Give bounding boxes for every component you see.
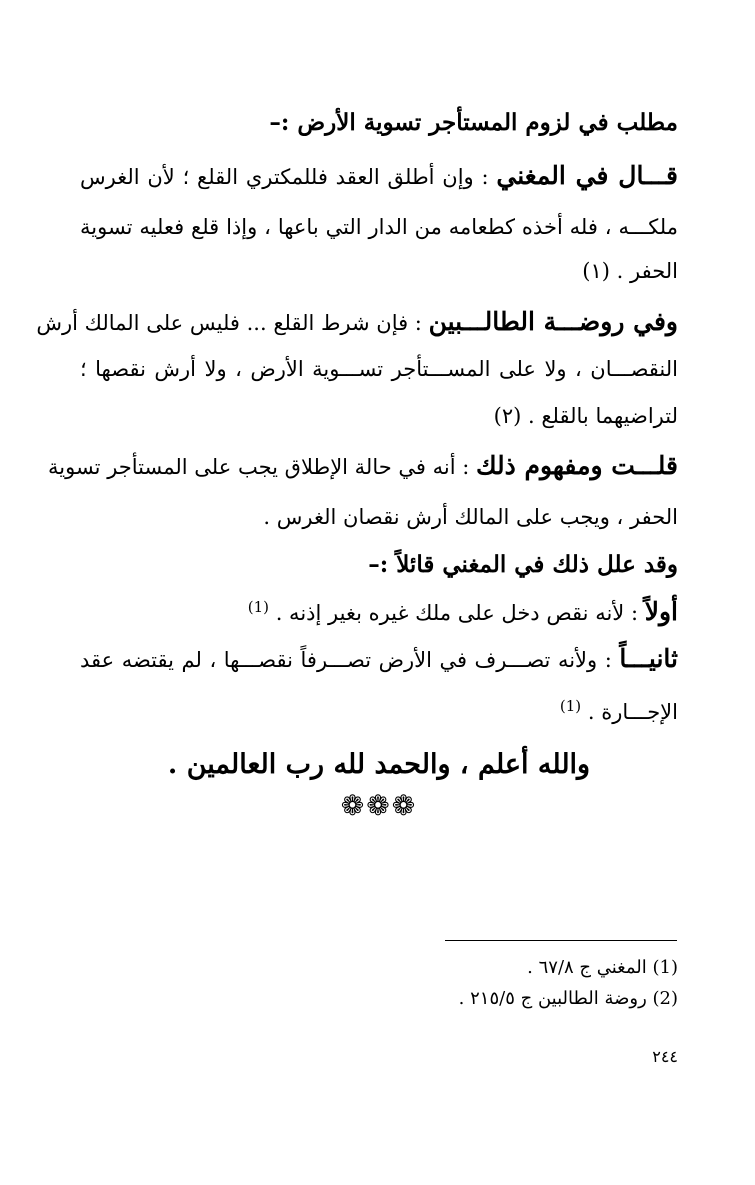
point-2-line-2 [80, 693, 678, 733]
ornament: ❁❁❁ [340, 789, 418, 822]
paragraph-1-line-1 [80, 157, 678, 196]
point-2-text-1: : ولأنه تصـــرف في الأرض تصـــرفاً نقصـــها ، لم يقتضه عقد [80, 648, 612, 672]
point-2-footnote-ref: (1) [559, 697, 582, 715]
section-title: مطلب في لزوم المستأجر تسوية الأرض :– [269, 109, 678, 136]
point-2-line-1 [80, 640, 678, 679]
paragraph-2-line-3: لتراضيهما بالقلع . (٢) [493, 404, 678, 428]
point-1-text: : لأنه نقص دخل على ملك غيره بغير إذنه . [275, 601, 639, 625]
point-2-text-2: الإجـــارة . [587, 700, 678, 724]
paragraph-1-lead: قـــال في المغني [496, 161, 678, 190]
paragraph-3-line-2: الحفر ، ويجب على المالك أرش نقصان الغرس . [263, 505, 678, 529]
footnote-2: (2) روضة الطالبين ج ٢١٥/٥ . [458, 988, 678, 1009]
paragraph-2-line-1 [36, 303, 678, 342]
point-1-lead: أولاً [644, 597, 678, 626]
closing-line: والله أعلم ، والحمد لله رب العالمين . [167, 749, 591, 780]
paragraph-2-text-1: : فإن شرط القلع ... فليس على المالك أرش [36, 311, 422, 335]
footnote-1: (1) المغني ج ٦٧/٨ . [527, 957, 678, 978]
footnote-divider [445, 940, 677, 941]
paragraph-1-line-2: ملكـــه ، فله أخذه كطعامه من الدار التي باعها ، وإذا قلع فعليه تسوية [80, 215, 678, 239]
paragraph-3-lead: قلـــت ومفهوم ذلك [475, 451, 678, 480]
paragraph-3-line-1 [48, 447, 678, 486]
paragraph-1-text-1: : وإن أطلق العقد فللمكتري القلع ؛ لأن الغرس [80, 165, 489, 189]
paragraph-2-lead: وفي روضـــة الطالـــبين [428, 307, 678, 336]
point-2-lead: ثانيـــاً [619, 644, 678, 673]
subheading: وقد علل ذلك في المغني قائلاً :– [368, 551, 678, 578]
paragraph-1-line-3: الحفر . (١) [582, 259, 678, 283]
page-number: ٢٤٤ [652, 1047, 678, 1066]
paragraph-3-text-1: : أنه في حالة الإطلاق يجب على المستأجر تسوية [48, 455, 470, 479]
point-1-footnote-ref: (1) [247, 598, 270, 616]
point-1 [80, 593, 678, 634]
paragraph-2-line-2: النقصـــان ، ولا على المســـتأجر تســـوية الأرض ، ولا أرش نقصها ؛ [80, 357, 678, 381]
